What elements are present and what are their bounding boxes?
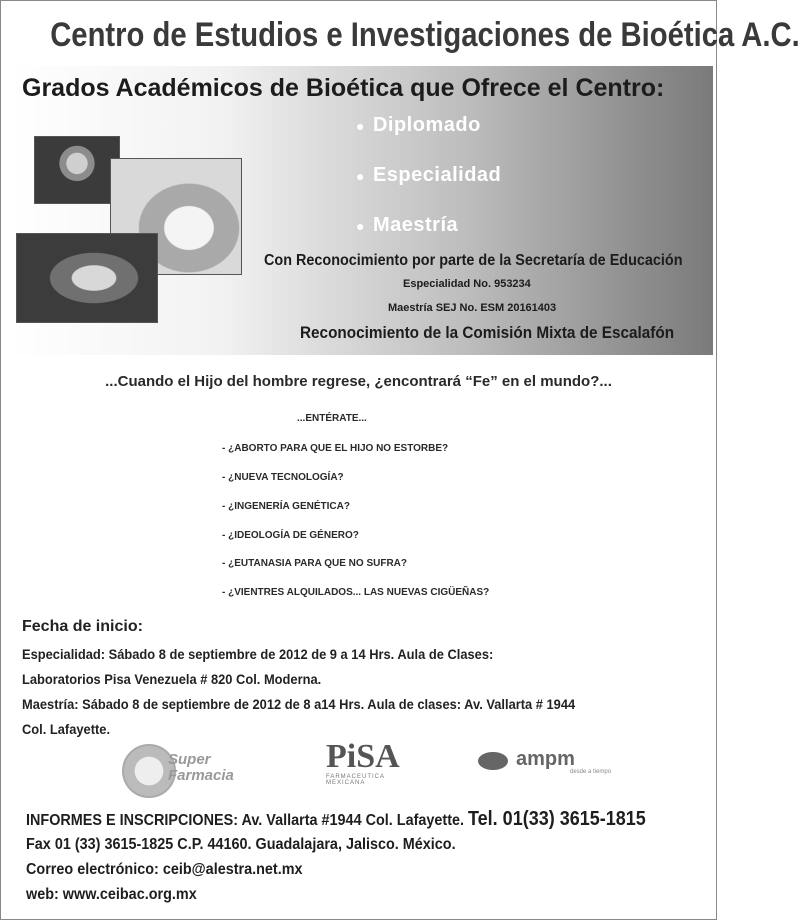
topic-item: - ¿VIENTRES ALQUILADOS... LAS NUEVAS CIGÜEÑAS? <box>222 587 490 598</box>
contact-web: web: www.ceibac.org.mx <box>26 886 197 903</box>
topic-item: - ¿IDEOLOGÍA DE GÉNERO? <box>222 530 359 541</box>
topic-item: - ¿EUTANASIA PARA QUE NO SUFRA? <box>222 558 407 569</box>
ampm-tagline: desde a tiempo <box>570 769 612 775</box>
photo-child-window <box>34 136 120 204</box>
topic-item: - ¿INGENERÍA GENÉTICA? <box>222 501 350 512</box>
degree-label: Especialidad <box>372 164 502 186</box>
contact-fax: Fax 01 (33) 3615-1825 C.P. 44160. Guadalajara, Jalisco. México. <box>26 836 456 853</box>
pisa-wordmark: PiSA <box>326 738 400 775</box>
schedule-line: Col. Lafayette. <box>22 721 111 737</box>
start-date-heading: Fecha de inicio: <box>22 618 143 635</box>
degree-especialidad <box>356 164 501 187</box>
especialidad-number: Especialidad No. 953234 <box>403 278 531 290</box>
ampm-logo <box>478 748 618 778</box>
contact-phone: Tel. 01(33) 3615-1815 <box>468 808 646 830</box>
superfarmacia-word-1: Super <box>168 751 211 768</box>
superfarmacia-wordmark <box>168 752 234 784</box>
schedule-line: Maestría: Sábado 8 de septiembre de 2012 de 8 a14 Hrs. Aula de clases: Av. Vallarta # 1944 <box>22 696 576 712</box>
degree-label: Diplomado <box>372 114 481 136</box>
faith-question: ...Cuando el Hijo del hombre regrese, ¿encontrará “Fe” en el mundo?... <box>105 373 612 390</box>
photo-hands <box>16 233 158 323</box>
informes-address: INFORMES E INSCRIPCIONES: Av. Vallarta #1944 Col. Lafayette. <box>26 812 465 829</box>
enterate-label: ...ENTÉRATE... <box>297 413 367 424</box>
maestria-number: Maestría SEJ No. ESM 20161403 <box>388 302 557 314</box>
pisa-logo <box>326 738 400 796</box>
ampm-wordmark: ampm <box>516 748 575 770</box>
schedule-line: Laboratorios Pisa Venezuela # 820 Col. Moderna. <box>22 671 322 687</box>
pisa-subtitle: FARMACEUTICA MEXICANA <box>326 774 385 786</box>
schedule-line: Especialidad: Sábado 8 de septiembre de 2012 de 9 a 14 Hrs. Aula de Clases: <box>22 646 494 662</box>
degree-diplomado <box>356 114 481 137</box>
bullet-icon: ● <box>356 218 365 234</box>
degrees-banner <box>8 66 713 355</box>
contact-informes <box>26 808 646 831</box>
ampm-emblem-icon <box>478 752 508 770</box>
bullet-icon: ● <box>356 118 365 134</box>
degree-maestria <box>356 214 458 237</box>
recognition-sep: Con Reconocimiento por parte de la Secretaría de Educación <box>264 252 683 269</box>
degree-label: Maestría <box>372 214 459 236</box>
bullet-icon: ● <box>356 168 365 184</box>
topic-item: - ¿NUEVA TECNOLOGÍA? <box>222 472 344 483</box>
topic-item: - ¿ABORTO PARA QUE EL HIJO NO ESTORBE? <box>222 443 449 454</box>
contact-email: Correo electrónico: ceib@alestra.net.mx <box>26 861 303 878</box>
page-title: Centro de Estudios e Investigaciones de Bioética A.C. <box>50 16 800 54</box>
superfarmacia-word-2: Farmacia <box>168 767 234 784</box>
banner-title: Grados Académicos de Bioética que Ofrece el Centro: <box>22 74 665 102</box>
recognition-escalafon: Reconocimiento de la Comisión Mixta de Escalafón <box>300 323 675 342</box>
superfarmacia-logo <box>122 744 246 800</box>
